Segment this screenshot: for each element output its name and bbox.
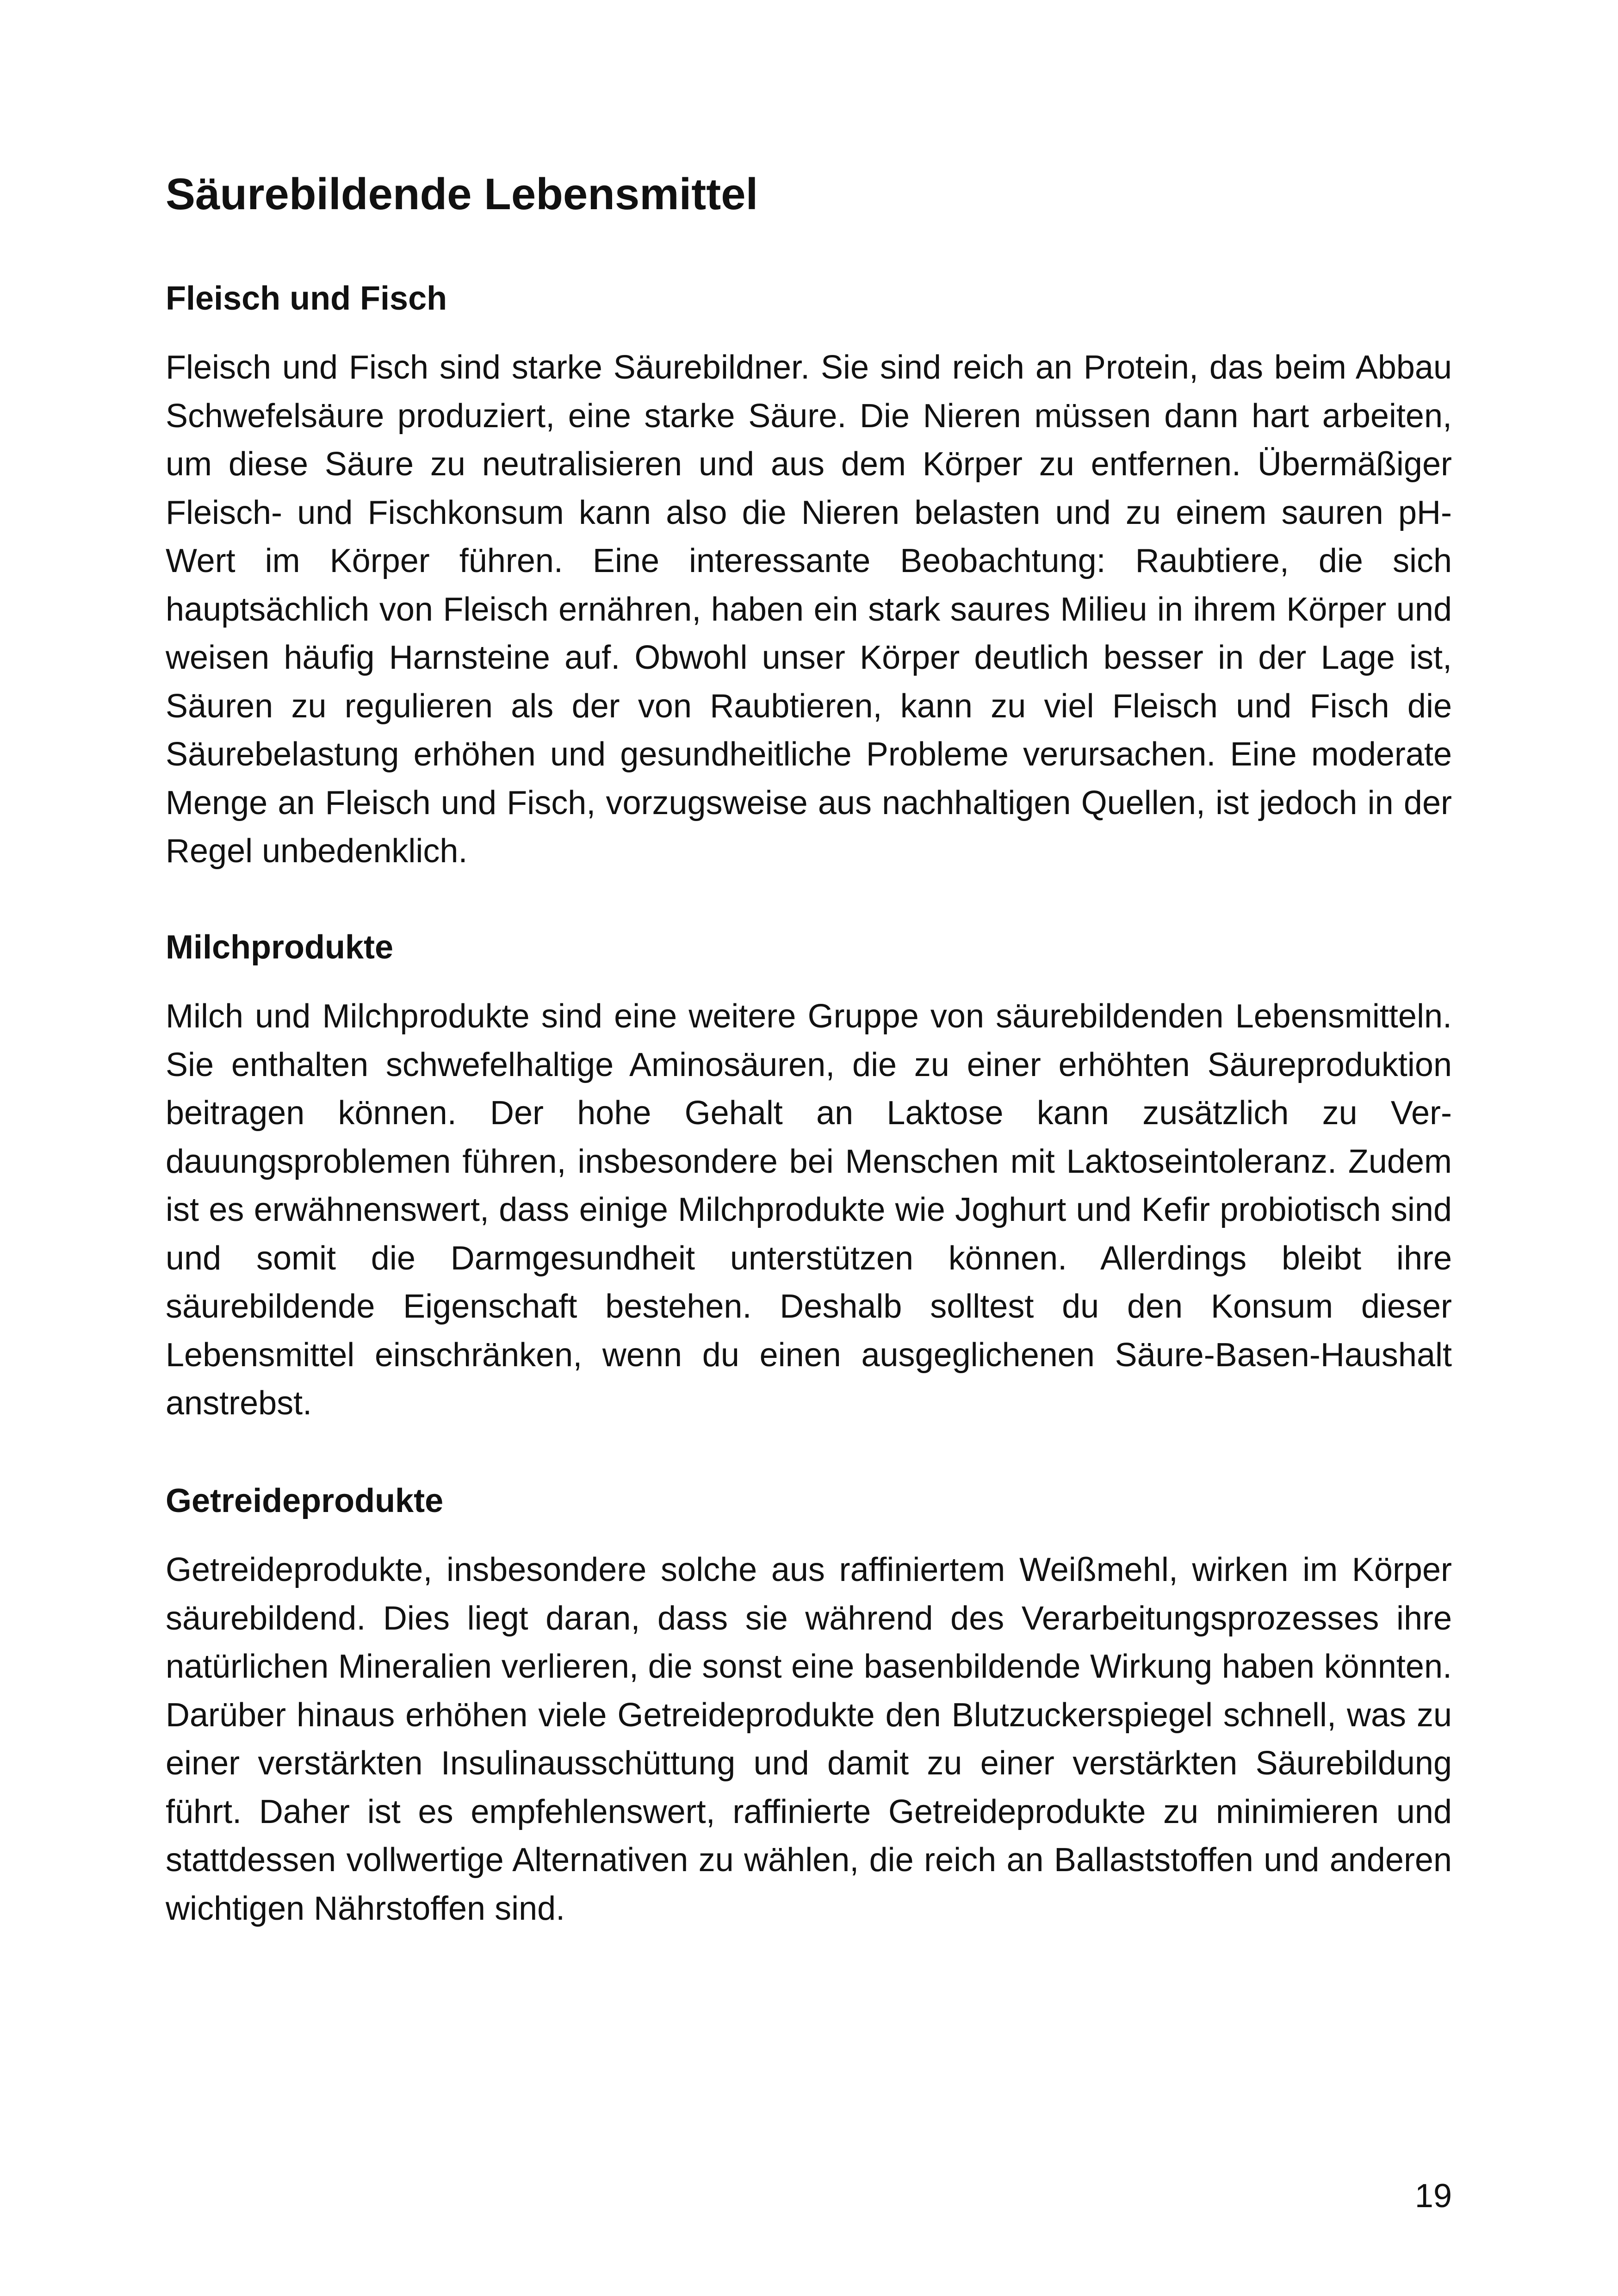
section-heading: Milchprodukte <box>166 929 394 966</box>
page-title: Säurebildende Lebensmittel <box>166 169 758 219</box>
book-page <box>166 0 1452 2296</box>
section-fleisch-und-fisch <box>166 278 1452 876</box>
section-heading: Fleisch und Fisch <box>166 280 447 317</box>
section-getreideprodukte <box>166 1480 1452 1933</box>
section-heading: Getreideprodukte <box>166 1482 444 1519</box>
section-paragraph: Fleisch und Fisch sind starke Säurebildner. Sie sind reich an Protein, das beim Abbau Schwefelsäure produziert, eine starke Säure. Die Nieren müssen dann hart arbeiten, um diese Säure zu neutralisieren und aus dem Körper zu entfernen. Übermäßiger Fleisch- und Fischkonsum kann also die Nieren belasten und zu einem sauren pH-Wert im Körper führen. Eine interessante Beobachtung: Raubtiere, die sich hauptsächlich von Fleisch ernähren, haben ein stark saures Milieu in ihrem Körper und weisen häufig Harnsteine auf. Obwohl unser Körper deutlich besser in der Lage ist, Säuren zu regulieren als der von Raubtieren, kann zu viel Fleisch und Fisch die Säurebelastung erhöhen und gesundheitliche Probleme verursachen. Eine moderate Menge an Fleisch und Fisch, vorzugsweise aus nachhaltigen Quellen, ist jedoch in der Regel unbedenklich. <box>166 349 1452 870</box>
section-milchprodukte <box>166 927 1452 1428</box>
page-number: 19 <box>1414 2178 1452 2215</box>
section-paragraph: Milch und Milchprodukte sind eine weitere Gruppe von säurebildenden Lebensmitteln. Sie enthalten schwefelhaltige Aminosäuren, die zu einer erhöhten Säureproduktion beitragen können. Der hohe Gehalt an Laktose kann zusätzlich zu Verdauungsproblemen führen, insbesondere bei Menschen mit Laktoseintoleranz. Zudem ist es erwähnenswert, dass einige Milchprodukte wie Joghurt und Kefir probiotisch sind und somit die Darmgesundheit unterstützen können. Allerdings bleibt ihre säurebildende Eigenschaft bestehen. Deshalb solltest du den Konsum dieser Lebensmittel einschränken, wenn du einen ausgeglichenen Säure-Basen-Haushalt anstrebst. <box>166 998 1452 1422</box>
section-paragraph: Getreideprodukte, insbesondere solche aus raffiniertem Weißmehl, wirken im Körper säurebildend. Dies liegt daran, dass sie während des Verarbeitungsprozesses ihre natürlichen Mineralien verlieren, die sonst eine basenbildende Wirkung haben könnten. Darüber hinaus erhöhen viele Getreideprodukte den Blutzuckerspiegel schnell, was zu einer verstärkten Insulinausschüttung und damit zu einer verstärkten Säurebildung führt. Daher ist es empfehlenswert, raffinierte Getreideprodukte zu minimieren und stattdessen vollwertige Alternativen zu wählen, die reich an Ballaststoffen und anderen wichtigen Nährstoffen sind. <box>166 1551 1452 1927</box>
